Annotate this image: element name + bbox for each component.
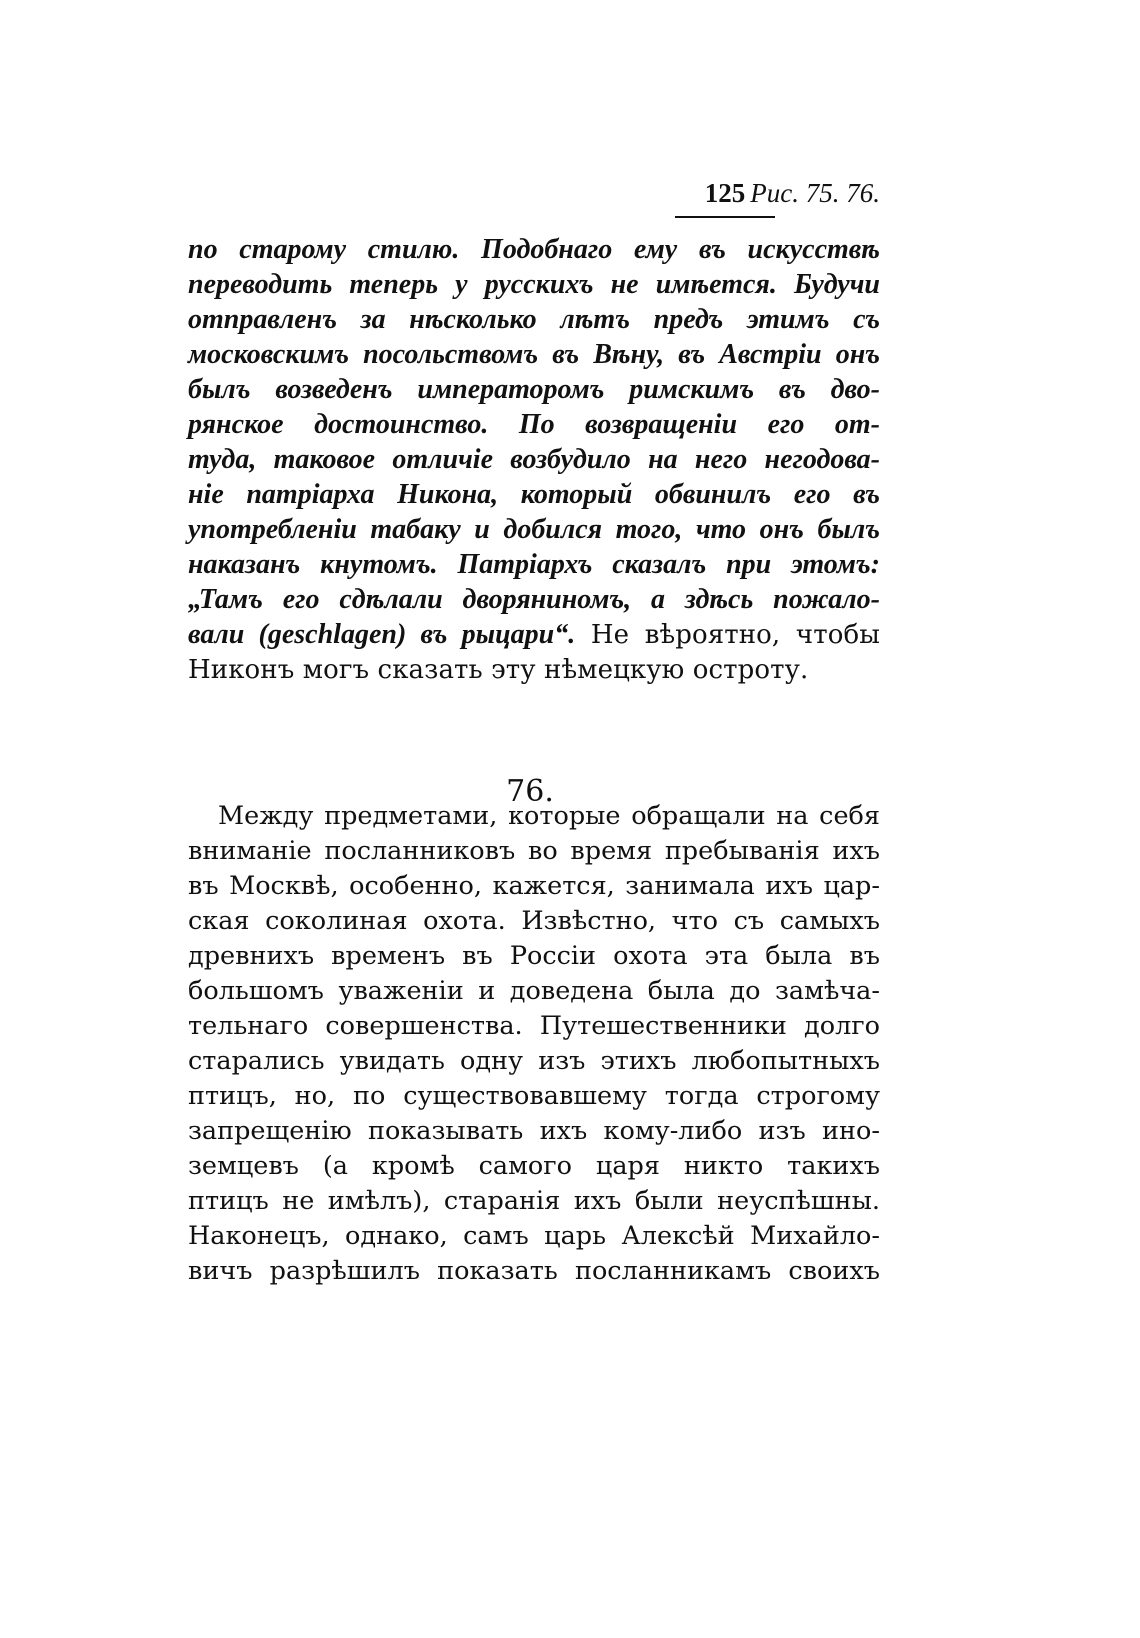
text-line: ніе патріарха Никона, который обвинилъ его въ xyxy=(188,479,880,510)
text-line: московскимъ посольствомъ въ Вѣну, въ Австріи онъ xyxy=(188,339,880,370)
text-line: запрещенію показывать ихъ кому-либо изъ ино- xyxy=(188,1116,880,1146)
page-number-rule xyxy=(675,216,775,218)
text-line: древнихъ временъ въ Россіи охота эта была въ xyxy=(188,941,880,971)
text-line: земцевъ (а кромѣ самого царя никто такихъ xyxy=(188,1151,880,1181)
page-header xyxy=(190,178,880,222)
text-line: туда, таковое отличіе возбудило на него негодова- xyxy=(188,444,880,475)
text-line: птицъ не имѣлъ), старанія ихъ были неуспѣшны. xyxy=(188,1186,880,1216)
text-line: переводить теперь у русскихъ не имѣется. Будучи xyxy=(188,269,880,300)
text-line: рянское достоинство. По возвращеніи его от- xyxy=(188,409,880,440)
page-number: 125 xyxy=(704,178,746,208)
text-line: въ Москвѣ, особенно, кажется, занимала ихъ цар- xyxy=(188,871,880,901)
text-line: большомъ уваженіи и доведена была до замѣча- xyxy=(188,976,880,1006)
text-line: употребленіи табаку и добился того, что онъ былъ xyxy=(188,514,880,545)
text-line: наказанъ кнутомъ. Патріархъ сказалъ при этомъ: xyxy=(188,549,880,580)
text-line: Между предметами, которые обращали на себя xyxy=(218,801,880,831)
text-line: былъ возведенъ императоромъ римскимъ въ дво- xyxy=(188,374,880,405)
text-line: ская соколиная охота. Извѣстно, что съ самыхъ xyxy=(188,906,880,936)
section-number: 76. xyxy=(506,774,554,809)
text-line: по старому стилю. Подобнаго ему въ искусствѣ xyxy=(188,234,880,265)
running-head: Рис. 75. 76. xyxy=(750,178,880,208)
text-line: Никонъ могъ сказать эту нѣмецкую остроту. xyxy=(188,655,809,685)
text-line: старались увидать одну изъ этихъ любопытныхъ xyxy=(188,1046,880,1076)
text-line: тельнаго совершенства. Путешественники долго xyxy=(188,1011,880,1041)
text-line: вниманіе посланниковъ во время пребыванія ихъ xyxy=(188,836,880,866)
text-line: Наконецъ, однако, самъ царь Алексѣй Михайло- xyxy=(188,1221,880,1251)
text-line: вичъ разрѣшилъ показать посланникамъ своихъ xyxy=(188,1256,880,1286)
text-line: „Тамъ его сдѣлали дворяниномъ, а здѣсь пожало- xyxy=(188,584,880,615)
text-line: отправленъ за нѣсколько лѣтъ предъ этимъ съ xyxy=(188,304,880,335)
text-line: птицъ, но, по существовавшему тогда строгому xyxy=(188,1081,880,1111)
text-line: вали (geschlagen) въ рыцари“. Не вѣроятно, чтобы xyxy=(188,619,880,650)
